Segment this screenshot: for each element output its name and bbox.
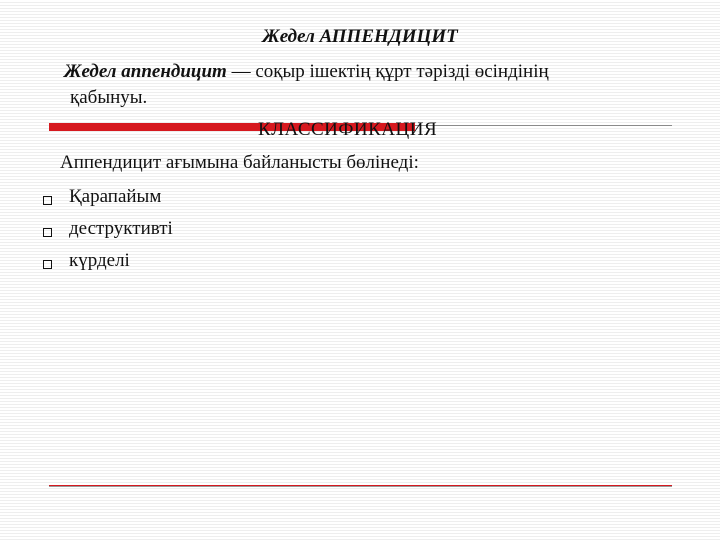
list-item-label: күрделі xyxy=(69,250,130,271)
list-item-label: Қарапайым xyxy=(69,186,162,207)
slide-title: Жедел АППЕНДИЦИТ xyxy=(262,26,458,47)
definition-text-line2: қабынуы. xyxy=(70,87,148,108)
square-bullet-icon xyxy=(43,228,52,237)
footer-divider-rule xyxy=(49,486,672,487)
definition-paragraph xyxy=(64,59,664,111)
list-item-label: деструктивті xyxy=(69,218,173,239)
definition-term: Жедел аппендицит xyxy=(64,61,227,82)
square-bullet-icon xyxy=(43,260,52,269)
square-bullet-icon xyxy=(43,196,52,205)
definition-text-line1: — соқыр ішектің құрт тәрізді өсіндінің xyxy=(226,61,549,82)
classification-intro: Аппендицит ағымына байланысты бөлінеді: xyxy=(60,152,419,173)
section-heading: КЛАССИФИКАЦИЯ xyxy=(258,119,438,140)
